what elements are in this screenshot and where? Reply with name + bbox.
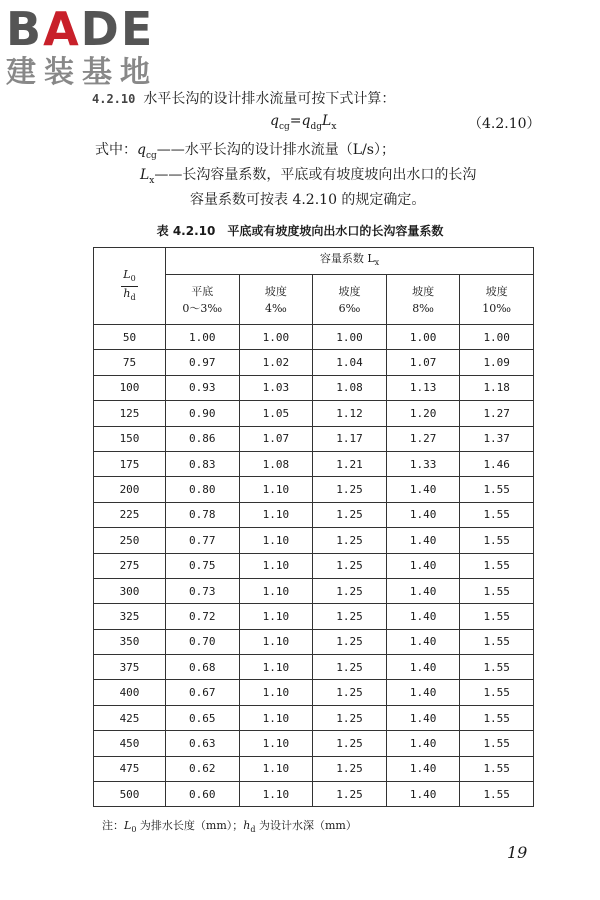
coefficient-cell: 1.40 xyxy=(386,502,460,527)
coefficient-cell: 1.25 xyxy=(313,782,387,807)
coefficient-cell: 1.40 xyxy=(386,756,460,781)
coefficient-cell: 1.25 xyxy=(313,731,387,756)
ratio-cell: 125 xyxy=(94,401,166,426)
ratio-cell: 450 xyxy=(94,731,166,756)
coefficient-cell: 1.55 xyxy=(460,655,534,680)
coefficient-cell: 1.37 xyxy=(460,426,534,451)
column-name: 坡度 xyxy=(264,284,287,298)
coefficient-cell: 1.10 xyxy=(239,756,313,781)
coefficient-cell: 1.00 xyxy=(239,325,313,350)
coefficient-cell: 1.05 xyxy=(239,401,313,426)
coefficient-cell: 1.55 xyxy=(460,782,534,807)
page-number: 19 xyxy=(507,843,528,862)
coefficient-cell: 1.40 xyxy=(386,629,460,654)
coefficient-cell: 1.27 xyxy=(386,426,460,451)
coefficient-cell: 0.75 xyxy=(166,553,240,578)
coefficient-cell: 1.25 xyxy=(313,502,387,527)
coefficient-cell: 1.40 xyxy=(386,604,460,629)
coefficient-cell: 1.25 xyxy=(313,477,387,502)
coefficient-cell: 1.04 xyxy=(313,350,387,375)
coefficient-cell: 1.55 xyxy=(460,477,534,502)
coefficient-cell: 0.86 xyxy=(166,426,240,451)
coefficient-cell: 1.40 xyxy=(386,705,460,730)
coefficient-cell: 1.55 xyxy=(460,553,534,578)
column-name: 坡度 xyxy=(412,284,435,298)
table-row xyxy=(94,325,534,350)
coefficient-cell: 1.00 xyxy=(460,325,534,350)
ratio-cell: 475 xyxy=(94,756,166,781)
table-row xyxy=(94,426,534,451)
column-name: 平底 xyxy=(191,284,214,298)
coefficient-cell: 1.40 xyxy=(386,578,460,603)
coefficient-cell: 1.25 xyxy=(313,553,387,578)
coefficient-cell: 1.10 xyxy=(239,502,313,527)
definition-lx: $L_x——$长沟容量系数，平底或有坡度坡向出水口的长沟 xyxy=(140,167,477,186)
table-note: 注：$L_0$ 为排水长度（mm）；$h_d$ 为设计水深（mm） xyxy=(102,819,357,835)
group-header: 容量系数 $L_x$ xyxy=(166,248,534,275)
column-header xyxy=(313,275,387,325)
coefficient-cell: 0.83 xyxy=(166,451,240,476)
ratio-cell: 375 xyxy=(94,655,166,680)
ratio-fraction: $\frac{L_0}{h_d}$ xyxy=(123,268,136,302)
column-name: 坡度 xyxy=(338,284,361,298)
ratio-cell: 175 xyxy=(94,451,166,476)
coefficient-cell: 1.10 xyxy=(239,680,313,705)
coefficient-cell: 1.55 xyxy=(460,680,534,705)
coefficient-cell: 1.10 xyxy=(239,578,313,603)
ratio-cell: 100 xyxy=(94,375,166,400)
brand-logo xyxy=(6,4,158,90)
coefficient-cell: 1.10 xyxy=(239,528,313,553)
coefficient-cell: 1.40 xyxy=(386,528,460,553)
coefficient-cell: 1.00 xyxy=(166,325,240,350)
coefficient-cell: 0.60 xyxy=(166,782,240,807)
table-row xyxy=(94,705,534,730)
coefficient-cell: 1.25 xyxy=(313,655,387,680)
ratio-cell: 225 xyxy=(94,502,166,527)
coefficient-cell: 1.10 xyxy=(239,705,313,730)
ratio-cell: 400 xyxy=(94,680,166,705)
coefficient-cell: 1.55 xyxy=(460,604,534,629)
coefficient-cell: 1.25 xyxy=(313,528,387,553)
coefficient-cell: 1.07 xyxy=(239,426,313,451)
definition-q: 式中：$q_{cg}——$水平长沟的设计排水流量（L/s）； xyxy=(95,142,395,161)
coefficient-cell: 1.10 xyxy=(239,655,313,680)
coefficient-cell: 1.25 xyxy=(313,756,387,781)
ratio-cell: 500 xyxy=(94,782,166,807)
ratio-cell: 75 xyxy=(94,350,166,375)
table-row xyxy=(94,782,534,807)
column-slope: 4‰ xyxy=(265,301,287,315)
coefficient-cell: 1.25 xyxy=(313,578,387,603)
coefficient-cell: 0.67 xyxy=(166,680,240,705)
coefficient-cell: 1.07 xyxy=(386,350,460,375)
coefficient-cell: 1.25 xyxy=(313,705,387,730)
coefficient-cell: 1.10 xyxy=(239,604,313,629)
table-row xyxy=(94,629,534,654)
coefficient-cell: 1.25 xyxy=(313,604,387,629)
ratio-cell: 200 xyxy=(94,477,166,502)
coefficient-cell: 0.73 xyxy=(166,578,240,603)
column-header xyxy=(166,275,240,325)
coefficient-cell: 0.70 xyxy=(166,629,240,654)
column-slope: 6‰ xyxy=(338,301,361,315)
coefficient-cell: 0.97 xyxy=(166,350,240,375)
coefficient-cell: 1.55 xyxy=(460,731,534,756)
table-row xyxy=(94,502,534,527)
coefficient-cell: 1.10 xyxy=(239,477,313,502)
ratio-cell: 300 xyxy=(94,578,166,603)
coefficient-cell: 1.40 xyxy=(386,655,460,680)
clause-text: 水平长沟的设计排水流量可按下式计算： xyxy=(143,91,396,107)
coefficient-cell: 1.40 xyxy=(386,553,460,578)
coefficient-cell: 0.72 xyxy=(166,604,240,629)
table-row xyxy=(94,756,534,781)
table-row xyxy=(94,578,534,603)
ratio-header xyxy=(94,248,166,325)
coefficient-cell: 1.03 xyxy=(239,375,313,400)
column-header xyxy=(386,275,460,325)
logo-subtitle: 建装基地 xyxy=(6,55,158,90)
table-row xyxy=(94,528,534,553)
ratio-cell: 150 xyxy=(94,426,166,451)
coefficient-cell: 0.78 xyxy=(166,502,240,527)
coefficient-cell: 1.20 xyxy=(386,401,460,426)
coefficient-cell: 0.93 xyxy=(166,375,240,400)
coefficient-cell: 0.68 xyxy=(166,655,240,680)
coefficient-cell: 0.62 xyxy=(166,756,240,781)
coefficient-cell: 1.25 xyxy=(313,629,387,654)
logo-wordmark: BADE xyxy=(6,2,155,56)
table-row xyxy=(94,731,534,756)
formula: $q_{cg}=q_{dg}L_x$ xyxy=(270,113,337,132)
coefficient-cell: 0.80 xyxy=(166,477,240,502)
ratio-cell: 425 xyxy=(94,705,166,730)
column-header xyxy=(239,275,313,325)
coefficient-cell: 1.18 xyxy=(460,375,534,400)
coefficient-cell: 1.40 xyxy=(386,731,460,756)
table-title: 表 4.2.10 平底或有坡度坡向出水口的长沟容量系数 xyxy=(156,224,444,238)
column-header xyxy=(460,275,534,325)
coefficient-cell: 1.55 xyxy=(460,629,534,654)
coefficient-cell: 1.08 xyxy=(313,375,387,400)
ratio-cell: 350 xyxy=(94,629,166,654)
coefficient-cell: 1.00 xyxy=(386,325,460,350)
table-row xyxy=(94,553,534,578)
clause-heading xyxy=(92,88,395,108)
coefficient-cell: 1.02 xyxy=(239,350,313,375)
column-name: 坡度 xyxy=(485,284,508,298)
coefficient-cell: 1.40 xyxy=(386,782,460,807)
coefficient-cell: 1.55 xyxy=(460,705,534,730)
table-row xyxy=(94,655,534,680)
coefficient-cell: 1.10 xyxy=(239,782,313,807)
coefficient-cell: 1.21 xyxy=(313,451,387,476)
table-row xyxy=(94,451,534,476)
coefficient-cell: 1.17 xyxy=(313,426,387,451)
definition-lx-continued: 容量系数可按表 4.2.10 的规定确定。 xyxy=(190,192,426,208)
coefficient-cell: 1.33 xyxy=(386,451,460,476)
coefficient-cell: 1.40 xyxy=(386,680,460,705)
coefficient-cell: 0.90 xyxy=(166,401,240,426)
coefficient-cell: 1.00 xyxy=(313,325,387,350)
coefficient-cell: 1.46 xyxy=(460,451,534,476)
logo-accent-letter: A xyxy=(43,2,81,56)
coefficient-cell: 1.09 xyxy=(460,350,534,375)
ratio-cell: 325 xyxy=(94,604,166,629)
coefficient-cell: 1.27 xyxy=(460,401,534,426)
coefficient-cell: 0.77 xyxy=(166,528,240,553)
column-slope: 8‰ xyxy=(412,301,434,315)
ratio-cell: 250 xyxy=(94,528,166,553)
table-row xyxy=(94,375,534,400)
table-row xyxy=(94,350,534,375)
coefficient-cell: 0.65 xyxy=(166,705,240,730)
coefficient-cell: 1.08 xyxy=(239,451,313,476)
table-row xyxy=(94,477,534,502)
clause-number: 4.2.10 xyxy=(92,92,136,106)
column-slope: 10‰ xyxy=(482,301,512,315)
coefficient-cell: 1.13 xyxy=(386,375,460,400)
coefficient-cell: 1.55 xyxy=(460,502,534,527)
table-row xyxy=(94,680,534,705)
coefficient-cell: 1.55 xyxy=(460,756,534,781)
coefficient-cell: 1.25 xyxy=(313,680,387,705)
formula-number: （4.2.10） xyxy=(468,116,541,132)
coefficient-cell: 1.55 xyxy=(460,528,534,553)
table-row xyxy=(94,401,534,426)
ratio-cell: 275 xyxy=(94,553,166,578)
coefficient-cell: 1.10 xyxy=(239,731,313,756)
coefficient-cell: 1.10 xyxy=(239,553,313,578)
coefficient-cell: 1.55 xyxy=(460,578,534,603)
table-row xyxy=(94,604,534,629)
capacity-coefficient-table xyxy=(93,247,534,807)
ratio-cell: 50 xyxy=(94,325,166,350)
coefficient-cell: 1.12 xyxy=(313,401,387,426)
coefficient-cell: 0.63 xyxy=(166,731,240,756)
coefficient-cell: 1.40 xyxy=(386,477,460,502)
column-slope: 0～3‰ xyxy=(182,301,223,315)
coefficient-cell: 1.10 xyxy=(239,629,313,654)
